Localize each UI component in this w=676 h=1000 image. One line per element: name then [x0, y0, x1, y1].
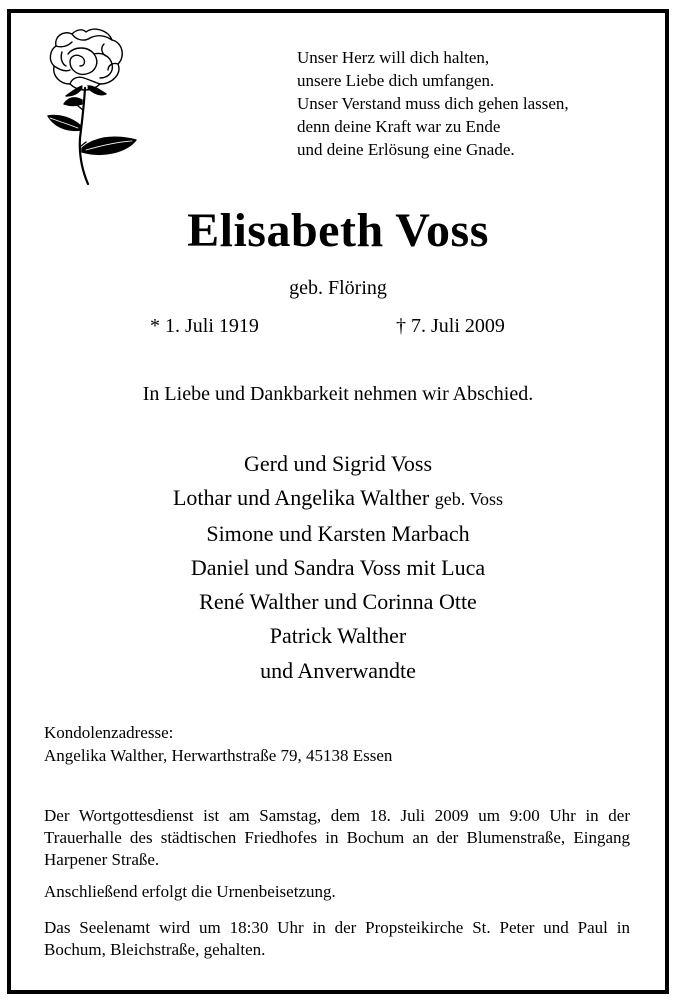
- poem-line: unsere Liebe dich umfangen.: [297, 71, 495, 90]
- mourner-note: geb. Voss: [434, 489, 504, 510]
- poem-line: Unser Verstand muss dich gehen lassen,: [297, 94, 569, 113]
- birth-date: * 1. Juli 1919: [150, 315, 259, 337]
- poem-line: und deine Erlösung eine Gnade.: [297, 140, 515, 159]
- deceased-name: Elisabeth Voss: [187, 204, 489, 257]
- service-paragraph: Der Wortgottesdienst ist am Samstag, dem 18. Juli 2009 um 9:00 Uhr in der Trauerhalle des städtischen Friedhofes in Bochum an der Blumenstraße, Eingang Harpener Straße.: [44, 806, 630, 869]
- death-date: † 7. Juli 2009: [396, 315, 505, 337]
- poem-line: denn deine Kraft war zu Ende: [297, 117, 501, 136]
- mourner-line: Simone und Karsten Marbach: [206, 520, 470, 546]
- burial-paragraph: Anschließend erfolgt die Urnenbeisetzung.: [44, 882, 336, 901]
- mourner-line: René Walther und Corinna Otte: [199, 589, 477, 615]
- condolence-address: Angelika Walther, Herwarthstraße 79, 45138 Essen: [44, 746, 393, 765]
- mourner-line: und Anverwandte: [260, 657, 416, 683]
- rose-icon: [42, 26, 142, 186]
- poem: [297, 46, 657, 161]
- mourners-list: [0, 447, 676, 688]
- condolence-label: Kondolenzadresse:: [44, 723, 174, 742]
- farewell-text: In Liebe und Dankbarkeit nehmen wir Abschied.: [142, 383, 534, 405]
- requiem-paragraph: Das Seelenamt wird um 18:30 Uhr in der Propsteikirche St. Peter und Paul in Bochum, Bleichstraße, gehalten.: [44, 918, 630, 959]
- poem-line: Unser Herz will dich halten,: [297, 48, 490, 67]
- mourner-line: [0, 481, 676, 516]
- birth-name: geb. Flöring: [289, 277, 387, 299]
- mourner-line: Gerd und Sigrid Voss: [243, 451, 433, 476]
- mourner-line: Patrick Walther: [269, 623, 407, 649]
- mourner-name: Lothar und Angelika Walther: [172, 485, 430, 511]
- mourner-line: Daniel und Sandra Voss mit Luca: [190, 554, 486, 580]
